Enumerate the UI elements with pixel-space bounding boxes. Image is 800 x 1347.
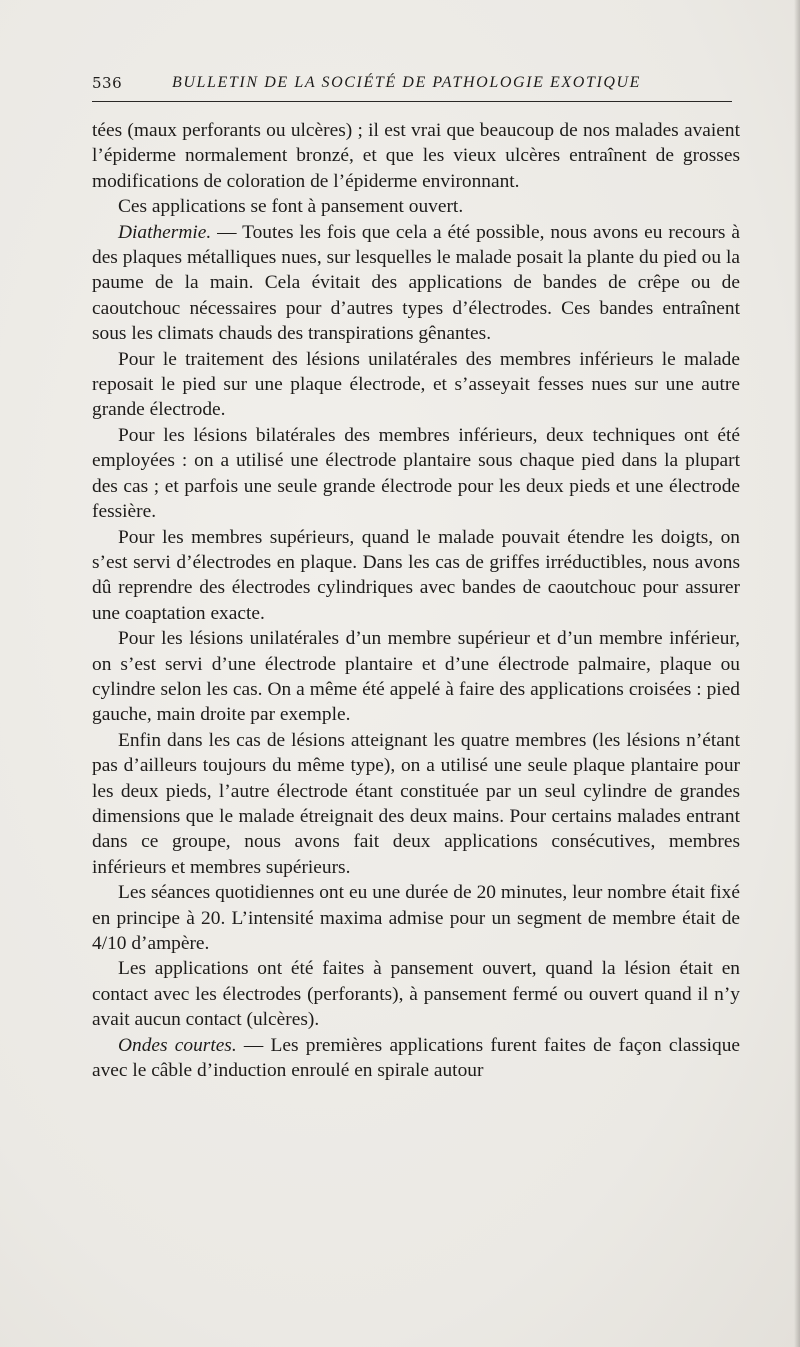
paragraph-text: Ces applications se font à pansement ouvert.	[118, 196, 464, 218]
paragraph	[92, 728, 740, 880]
paragraph	[92, 118, 740, 194]
paragraph-text: Pour les lésions unilatérales d’un membre supérieur et d’un membre inférieur, on s’est servi d’une électrode plantaire et d’une électrode palmaire, plaque ou cylindre selon les cas. On a même été appelé à faire des applications croisées : pied gauche, main droite par exemple.	[92, 628, 740, 726]
paragraph-lead: Ondes courtes.	[118, 1034, 237, 1056]
paragraph	[92, 423, 740, 525]
body-text	[92, 118, 740, 1083]
paragraph	[92, 626, 740, 728]
paragraph-text: Pour les lésions bilatérales des membres inférieurs, deux techniques ont été employées : on a utilisé une électrode plantaire sous chaque pied dans la plupart des cas ; et parfois une seule grande électrode pour les deux pieds et une électrode fessière.	[92, 424, 740, 523]
paragraph-text: Pour le traitement des lésions unilatérales des membres inférieurs le malade reposait le pied sur une plaque électrode, et s’asseyait fesses nues sur une autre grande électrode.	[92, 348, 740, 421]
running-title: BULLETIN DE LA SOCIÉTÉ DE PATHOLOGIE EXOTIQUE	[172, 74, 642, 91]
paragraph	[92, 880, 740, 956]
paragraph	[92, 194, 740, 219]
paragraph-text: Les applications ont été faites à pansement ouvert, quand la lésion était en contact avec les électrodes (perforants), à pansement fermé ou ouvert quand il n’y avait aucun contact (ulcères).	[92, 958, 740, 1031]
paragraph	[92, 1033, 740, 1084]
paragraph-lead: Diathermie.	[118, 221, 212, 243]
paragraph	[92, 525, 740, 627]
paragraph-text: Pour les membres supérieurs, quand le malade pouvait étendre les doigts, on s’est servi d’électrodes en plaque. Dans les cas de griffes irréductibles, nous avons dû reprendre des électrodes cylindriques avec bandes de caoutchouc pour assurer une coaptation exacte.	[92, 526, 740, 624]
paragraph-text: Enfin dans les cas de lésions atteignant les quatre membres (les lésions n’étant pas d’ailleurs toujours du même type), on a utilisé une seule plaque plantaire pour les deux pieds, l’autre électrode étant constituée par un seul cylindre de grandes dimensions que le malade étreignait des deux mains. Pour certains malades entrant dans ce groupe, nous avons fait deux applications consécutives, membres inférieurs et membres supérieurs.	[92, 729, 740, 878]
paragraph-text: — Toutes les fois que cela a été possible, nous avons eu recours à des plaques métalliques nues, sur lesquelles le malade posait la plante du pied ou la paume de la main. Cela évitait des applications de bandes de crêpe ou de caoutchouc nécessaires pour d’autres types d’électrodes. Ces bandes entraînent sous les climats chauds des transpirations gênantes.	[92, 221, 740, 345]
paragraph	[92, 220, 740, 347]
paragraph	[92, 956, 740, 1032]
paragraph	[92, 347, 740, 423]
page-header	[92, 74, 732, 102]
page-number: 536	[92, 74, 123, 92]
header-rule	[92, 101, 732, 102]
paragraph-text: Les séances quotidiennes ont eu une durée de 20 minutes, leur nombre était fixé en principe à 20. L’intensité maxima admise pour un segment de membre était de 4/10 d’ampère.	[92, 882, 740, 954]
page-edge-shadow	[794, 0, 800, 1347]
paragraph-text: — Les premières applications furent faites de façon classique avec le câble d’induction enroulé en spirale autour	[92, 1034, 740, 1082]
paragraph-text: tées (maux perforants ou ulcères) ; il est vrai que beaucoup de nos malades avaient l’épiderme normalement bronzé, et que les vieux ulcères entraînent de grosses modifications de coloration de l’épiderme environnant.	[92, 120, 740, 192]
